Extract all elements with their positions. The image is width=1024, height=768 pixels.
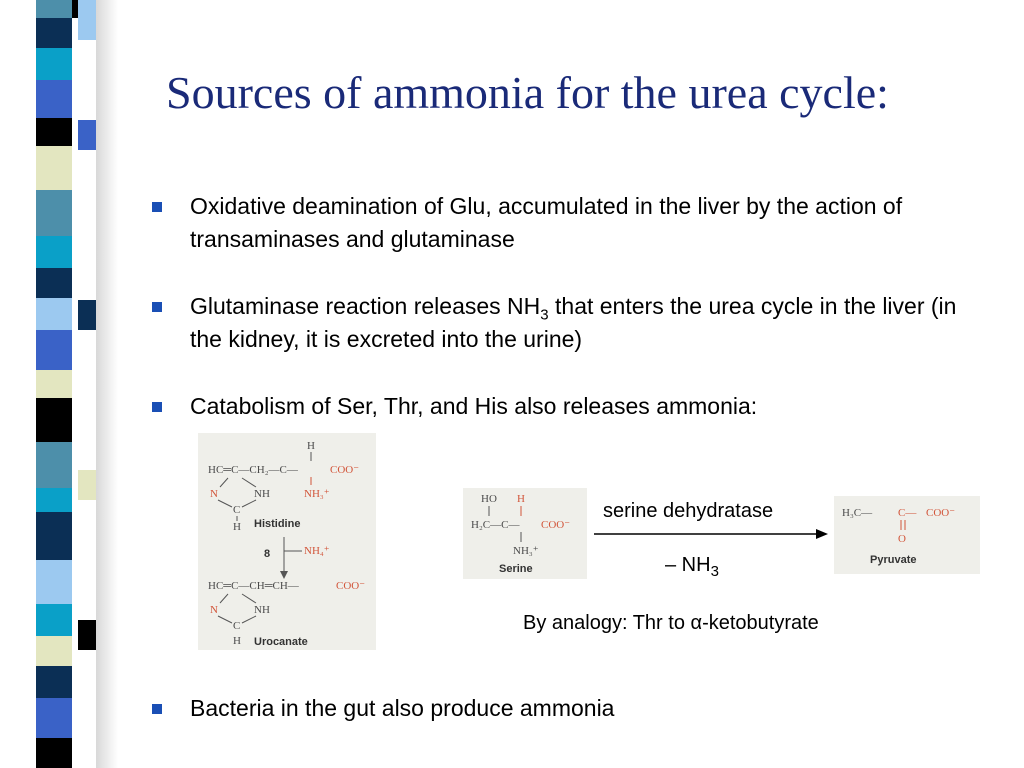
arrow-head-icon (280, 571, 288, 579)
bond-line (242, 616, 256, 623)
urocanate-ring-n: N (210, 604, 218, 616)
reaction-arrow-icon (594, 527, 830, 541)
strip-segment (36, 560, 72, 604)
strip-segment (36, 146, 72, 190)
strip-segment (36, 698, 72, 738)
arrow-head (816, 529, 828, 539)
strip-accent (78, 620, 96, 650)
serine-nh3: NH₃⁺ (513, 545, 539, 557)
histidine-chain: HC═C—CH₂—C— (208, 464, 298, 476)
strip-shadow (96, 0, 118, 768)
subscript-3: 3 (540, 306, 549, 324)
histidine-name: Histidine (254, 518, 301, 530)
strip-segment (36, 636, 72, 666)
histidine-urocanate-structures (198, 433, 376, 650)
serine-ho: HO (481, 493, 497, 505)
strip-segment (36, 268, 72, 298)
strip-segment (36, 370, 72, 398)
histidine-ring-nh: NH (254, 488, 270, 500)
bond-line (220, 478, 228, 487)
strip-segment (36, 190, 72, 236)
serine-figure (463, 488, 587, 579)
pyruvate-c: C— (898, 507, 917, 519)
histidine-coo: COO⁻ (330, 464, 360, 476)
strip-segment (36, 442, 72, 488)
histidine-urocanate-figure (198, 433, 376, 650)
slide-title: Sources of ammonia for the urea cycle: (166, 67, 889, 118)
serine-structure (463, 488, 587, 579)
strip-segment (36, 118, 72, 146)
decorative-strip (36, 0, 96, 768)
strip-accent (78, 470, 96, 500)
bullet-text (190, 290, 972, 356)
bullet-catabolism (152, 390, 972, 423)
strip-segment (36, 666, 72, 698)
bond-line (218, 616, 232, 623)
strip-segment (36, 512, 72, 560)
enzyme-label: serine dehydratase (603, 500, 774, 522)
bullet-text: Bacteria in the gut also produce ammonia (190, 695, 615, 721)
histidine-ring-h: H (233, 521, 241, 533)
strip-segment (36, 18, 72, 48)
urocanate-ring-h: H (233, 635, 241, 647)
nh4-product: NH₄⁺ (304, 545, 330, 557)
histidine-h-top: H (307, 440, 315, 452)
analogy-note: By analogy: Thr to α-ketobutyrate (523, 612, 819, 634)
bond-line (242, 594, 256, 603)
strip-segment (36, 298, 72, 330)
bullet-text: Catabolism of Ser, Thr, and His also releases ammonia: (190, 393, 758, 419)
strip-segment (36, 48, 72, 80)
serine-name: Serine (499, 563, 533, 575)
bullet-text-post: that enters the urea cycle in the liver (in the kidney, it is excreted into the urine) (190, 293, 957, 352)
strip-segment (36, 738, 72, 768)
urocanate-ring-nh: NH (254, 604, 270, 616)
bond-line (220, 594, 228, 603)
strip-segment (36, 0, 72, 18)
subscript-3: 3 (710, 563, 719, 580)
bullet-glu-deamination (152, 190, 972, 256)
strip-accent (78, 0, 96, 40)
ammonia-byproduct (665, 554, 719, 580)
bullet-glutaminase (152, 290, 972, 356)
bullet-text: Oxidative deamination of Glu, accumulated in the liver by the action of transaminases and glutaminase (190, 193, 903, 252)
strip-segment (36, 236, 72, 268)
serine-h2c: H₂C—C— (471, 519, 520, 531)
strip-accent (78, 300, 96, 330)
pyruvate-structure (834, 496, 980, 574)
strip-accent (78, 120, 96, 150)
bond-line (218, 500, 232, 507)
pyruvate-coo: COO⁻ (926, 507, 956, 519)
bullet-square-icon (152, 704, 162, 714)
bullet-square-icon (152, 402, 162, 412)
histidine-ring-c: C (233, 504, 241, 516)
pyruvate-figure (834, 496, 980, 574)
urocanate-chain: HC═C—CH═CH— (208, 580, 299, 592)
urocanate-ring-c: C (233, 620, 241, 632)
bond-line (242, 500, 256, 507)
byproduct-text: – NH (665, 554, 711, 576)
histidine-nh3: NH₃⁺ (304, 488, 330, 500)
bullet-square-icon (152, 202, 162, 212)
strip-segment (36, 604, 72, 636)
urocanate-name: Urocanate (254, 636, 308, 648)
histidine-ring-n: N (210, 488, 218, 500)
serine-coo: COO⁻ (541, 519, 571, 531)
strip-segment (36, 330, 72, 370)
step-number: 8 (264, 548, 271, 560)
urocanate-coo: COO⁻ (336, 580, 366, 592)
bullet-gut-bacteria (152, 692, 972, 725)
bullet-square-icon (152, 302, 162, 312)
serine-h: H (517, 493, 525, 505)
pyruvate-name: Pyruvate (870, 554, 917, 566)
strip-segment (36, 398, 72, 442)
pyruvate-o: O (898, 533, 906, 545)
strip-segment (36, 80, 72, 118)
bullet-text-pre: Glutaminase reaction releases NH (190, 293, 541, 319)
strip-segment (36, 488, 72, 512)
bond-line (242, 478, 256, 487)
pyruvate-h3c: H₃C— (842, 507, 873, 519)
